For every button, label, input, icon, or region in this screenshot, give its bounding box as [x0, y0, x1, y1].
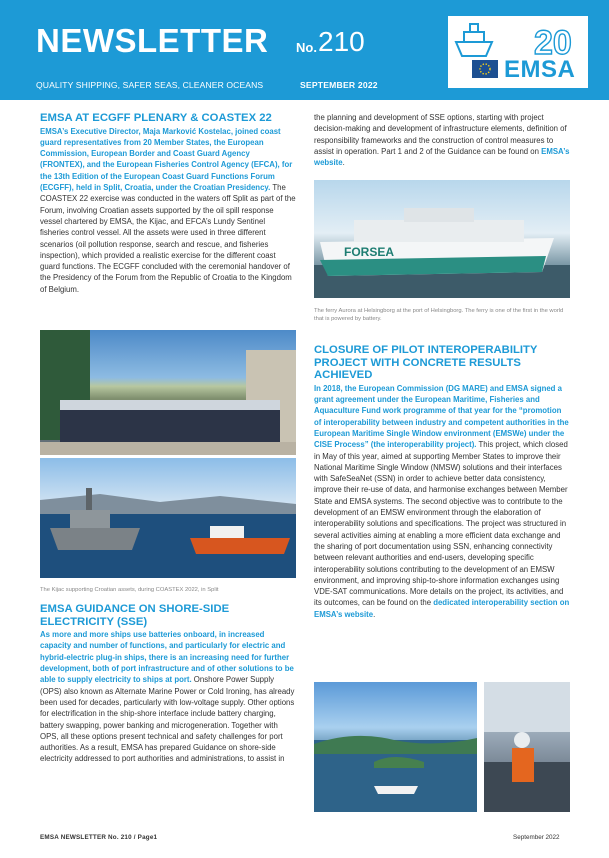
issue-date: SEPTEMBER 2022 — [300, 80, 378, 90]
photo-ferry-aurora — [314, 180, 570, 298]
footer-page-label: EMSA NEWSLETTER No. 210 / Page1 — [40, 834, 158, 841]
caption-coastex: The Kijac supporting Croatian assets, during COASTEX 2022, in Split — [40, 587, 219, 593]
emsa-logo — [448, 16, 588, 88]
masthead — [0, 0, 609, 100]
island-photo-icon — [314, 682, 477, 812]
article-text-pilot: This project, which closed in May of this year, aimed at supporting Member States to improve their National Maritime Single Window (NMSW) solutions and their interfaces with SafeSeaNet (SSN) in order to achieve better data consistency, improve their re-use of data, and harmonise exchanges between Member State and EMSA systems. The second objective was to contribute to the development of an EMSW environment through the elaboration of interoperability solutions and specifications. The project was structured in several activities aiming at enabling a more efficient data exchange and the sharing of port documentation using SSN, enhancing connectivity between relevant authorities and end-users, developing specific interoperability solutions contributing to the development of an EMSW environment, and improving ship-to-shore information exchanges using VDE-SAT communications. More details on the project, its activities, and its outcomes, can be found on the — [314, 440, 568, 608]
article-body-sse — [40, 629, 296, 765]
right-column — [314, 112, 570, 168]
interoperability-section-link[interactable]: dedicated interoperability section on EMSA’s website — [314, 598, 570, 619]
worker-photo-icon — [484, 682, 570, 812]
ferry-photo-icon — [314, 180, 570, 298]
article-heading-pilot: CLOSURE OF PILOT INTEROPERABILITY PROJECT WITH CONCRETE RESULTS ACHIEVED — [314, 344, 538, 382]
footer-date: September 2022 — [513, 834, 560, 841]
photo-kijac-assets — [40, 458, 296, 578]
article-lead-pilot: In 2018, the European Commission (DG MARE) and EMSA signed a grant agreement under the European Maritime, Fisheries and Aquaculture Fund work programme of that year for the “promotion of interoperability between industry and competent authorities in the European Maritime Single Window environment (EMSWe) under the CISE Process” (the interoperability project). — [314, 383, 569, 450]
article-body-pilot — [314, 383, 570, 620]
article-text-coastex: The COASTEX 22 exercise was conducted in the waters off Split as part of the Forum, involving Croatian assets supported by the oil spill response vessel chartered by EMSA, the Kijac, and EFCA’s Lundy Sentinel fisheries control vessel. All the assets were used in three different scenarios (oil pollution response, search and rescue, and fisheries inspection), which provided a realistic exercise for the different coast guard functions. The ECGFF concluded with the ceremonial handover of the Presidency of the Forum from the Republic of Croatia to the Kingdom of Belgium. — [40, 183, 296, 294]
photo-ecgff-group — [40, 330, 296, 455]
issue-number: 210 — [318, 26, 365, 57]
article-continued-sse — [314, 112, 570, 168]
logo-wordmark: EMSA — [504, 56, 576, 83]
article-lead-sse: As more and more ships use batteries onboard, in increased capacity and number of functions, and particularly for electric and hybrid-electric plug-in ships, there is an increasing need for further development, both of port infrastructure and of other solutions to be able to supply electricity to ships at port. — [40, 630, 294, 685]
article-heading-coastex: EMSA AT ECGFF PLENARY & COASTEX 22 — [40, 112, 272, 124]
left-column — [40, 112, 296, 295]
newsletter-title: NEWSLETTER — [36, 22, 269, 59]
article-text-sse: Onshore Power Supply (OPS) also known as Alternate Marine Power or Cold Ironing, has already been used for decades, particularly with low-voltage supply. Other options for electrification in the ship-shore interface include battery charging, battery swapping, power banking and microgeneration. Together with OPS, all these options present technical and safety challenges for port authorities. As a result, EMSA has prepared Guidance on shore-side electricity addressed to port authorities and administrations, to assist in — [40, 675, 295, 764]
emsa-website-link[interactable]: EMSA’s website — [314, 146, 570, 168]
right-column-pilot — [314, 344, 570, 620]
ferry-brand-text: FORSEA — [344, 245, 395, 259]
article-continued-end: . — [342, 158, 345, 168]
tagline: QUALITY SHIPPING, SAFER SEAS, CLEANER OCEANS — [36, 80, 264, 90]
article-body-coastex — [40, 126, 296, 295]
photo-worker-bridge — [484, 682, 570, 812]
article-continued-text: the planning and development of SSE options, starting with project decision-making and development of infrastructure elements, definition of responsibility frameworks and the construction of control measures to assist in operation. Part 1 and 2 of the Guidance can be found on — [314, 113, 567, 156]
article-lead-coastex: EMSA’s Executive Director, Maja Marković Kostelac, joined coast guard representatives from 20 Member States, the European Commission, European Border and Coast Guard Agency (FRONTEX), and the European Fisheries Control Agency (EFCA), for the 13th Edition of the European Coast Guard Functions Forum (ECGFF), held in Split, Croatia, under the Croatian Presidency. — [40, 126, 293, 193]
logo-number: 20 — [534, 24, 572, 62]
article-heading-sse: EMSA GUIDANCE ON SHORE-SIDE ELECTRICITY (SSE) — [40, 603, 230, 628]
ships-photo-icon — [40, 458, 296, 578]
article-pilot-end: . — [373, 609, 376, 619]
issue-number-prefix: No. — [296, 40, 317, 55]
photo-island-port — [314, 682, 477, 812]
left-column-sse — [40, 603, 296, 765]
caption-ferry: The ferry Aurora at Helsingborg at the port of Helsingborg. The ferry is one of the first in the world that is powered by battery. — [314, 308, 564, 322]
group-photo-icon — [40, 330, 296, 455]
